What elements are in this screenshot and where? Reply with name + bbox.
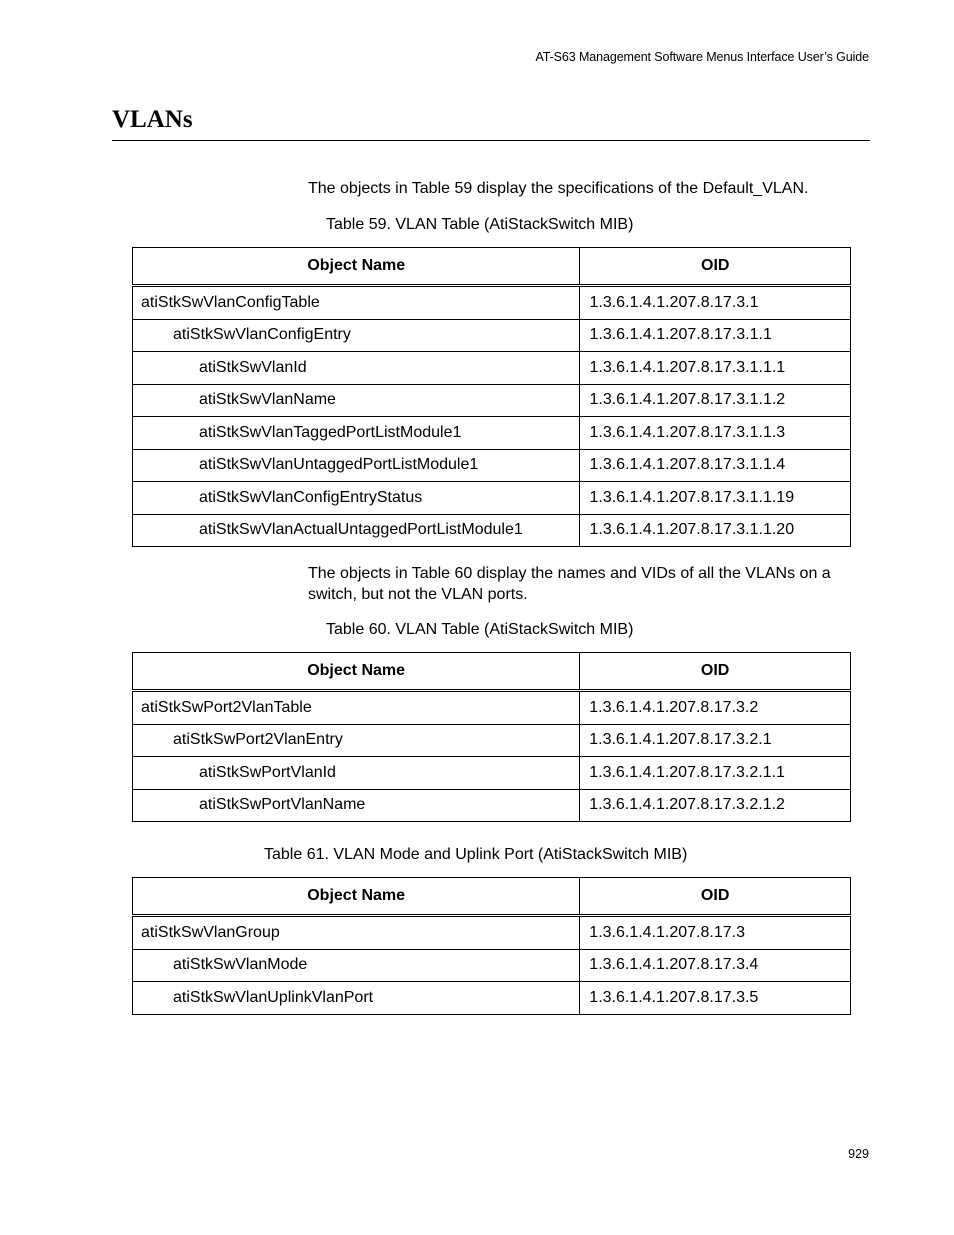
- table-row: [133, 286, 851, 320]
- table-row: [133, 449, 851, 482]
- oid-cell: 1.3.6.1.4.1.207.8.17.3.4: [580, 949, 851, 982]
- table-header-row: [133, 248, 851, 286]
- object-name-cell: atiStkSwVlanMode: [133, 949, 580, 982]
- oid-cell: 1.3.6.1.4.1.207.8.17.3.2.1.1: [580, 757, 851, 790]
- table61: [132, 877, 851, 1015]
- table-row: [133, 514, 851, 547]
- table-row: [133, 352, 851, 385]
- table-row: [133, 757, 851, 790]
- object-name-cell: atiStkSwPort2VlanEntry: [133, 724, 580, 757]
- object-name-cell: atiStkSwVlanUplinkVlanPort: [133, 982, 580, 1015]
- table-row: [133, 384, 851, 417]
- object-name-cell: atiStkSwVlanUntaggedPortListModule1: [133, 449, 580, 482]
- table-header-row: [133, 653, 851, 691]
- table61-caption: Table 61. VLAN Mode and Uplink Port (AtiStackSwitch MIB): [264, 846, 688, 863]
- table-row: [133, 949, 851, 982]
- section-title: VLANs: [112, 106, 193, 133]
- intro-paragraph-table60: The objects in Table 60 display the names and VIDs of all the VLANs on a switch, but not the VLAN ports.: [308, 565, 831, 603]
- table-row: [133, 319, 851, 352]
- table-row: [133, 417, 851, 450]
- table59: [132, 247, 851, 547]
- column-header-oid: OID: [580, 878, 851, 916]
- column-header-object-name: Object Name: [133, 878, 580, 916]
- table-row: [133, 916, 851, 950]
- object-name-cell: atiStkSwVlanConfigEntryStatus: [133, 482, 580, 515]
- object-name-cell: atiStkSwVlanGroup: [133, 916, 580, 950]
- table-row: [133, 789, 851, 822]
- column-header-oid: OID: [580, 248, 851, 286]
- table-row: [133, 691, 851, 725]
- oid-cell: 1.3.6.1.4.1.207.8.17.3.2: [580, 691, 851, 725]
- table-row: [133, 982, 851, 1015]
- object-name-cell: atiStkSwVlanConfigEntry: [133, 319, 580, 352]
- oid-cell: 1.3.6.1.4.1.207.8.17.3.1.1.19: [580, 482, 851, 515]
- table60-caption: Table 60. VLAN Table (AtiStackSwitch MIB): [326, 621, 634, 638]
- oid-cell: 1.3.6.1.4.1.207.8.17.3.1.1.1: [580, 352, 851, 385]
- column-header-oid: OID: [580, 653, 851, 691]
- object-name-cell: atiStkSwVlanId: [133, 352, 580, 385]
- oid-cell: 1.3.6.1.4.1.207.8.17.3.1.1.4: [580, 449, 851, 482]
- page-number: 929: [848, 1147, 869, 1161]
- table-header-row: [133, 878, 851, 916]
- table59-caption: Table 59. VLAN Table (AtiStackSwitch MIB): [326, 216, 634, 233]
- table60: [132, 652, 851, 822]
- oid-cell: 1.3.6.1.4.1.207.8.17.3.2.1: [580, 724, 851, 757]
- column-header-object-name: Object Name: [133, 248, 580, 286]
- oid-cell: 1.3.6.1.4.1.207.8.17.3.1.1.3: [580, 417, 851, 450]
- table-row: [133, 482, 851, 515]
- oid-cell: 1.3.6.1.4.1.207.8.17.3: [580, 916, 851, 950]
- intro-paragraph-table59: The objects in Table 59 display the specifications of the Default_VLAN.: [308, 180, 809, 197]
- oid-cell: 1.3.6.1.4.1.207.8.17.3.1.1.2: [580, 384, 851, 417]
- table-row: [133, 724, 851, 757]
- object-name-cell: atiStkSwPortVlanName: [133, 789, 580, 822]
- running-header: AT-S63 Management Software Menus Interface User’s Guide: [535, 50, 869, 64]
- object-name-cell: atiStkSwVlanName: [133, 384, 580, 417]
- column-header-object-name: Object Name: [133, 653, 580, 691]
- oid-cell: 1.3.6.1.4.1.207.8.17.3.2.1.2: [580, 789, 851, 822]
- object-name-cell: atiStkSwVlanActualUntaggedPortListModule1: [133, 514, 580, 547]
- oid-cell: 1.3.6.1.4.1.207.8.17.3.5: [580, 982, 851, 1015]
- object-name-cell: atiStkSwPortVlanId: [133, 757, 580, 790]
- object-name-cell: atiStkSwVlanConfigTable: [133, 286, 580, 320]
- object-name-cell: atiStkSwPort2VlanTable: [133, 691, 580, 725]
- oid-cell: 1.3.6.1.4.1.207.8.17.3.1.1: [580, 319, 851, 352]
- oid-cell: 1.3.6.1.4.1.207.8.17.3.1: [580, 286, 851, 320]
- section-divider: [112, 140, 870, 141]
- oid-cell: 1.3.6.1.4.1.207.8.17.3.1.1.20: [580, 514, 851, 547]
- object-name-cell: atiStkSwVlanTaggedPortListModule1: [133, 417, 580, 450]
